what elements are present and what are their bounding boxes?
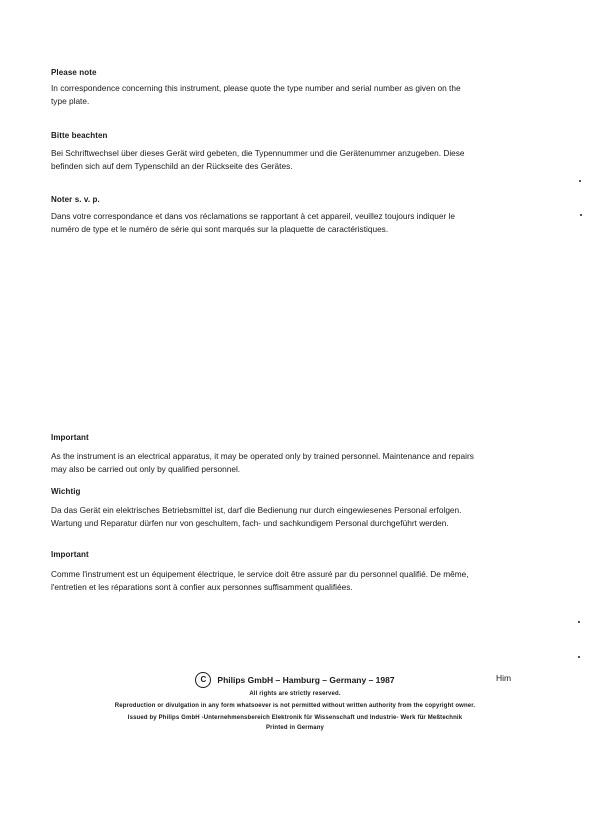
text-line: befinden sich auf dem Typenschild an der Rückseite des Gerätes. (51, 161, 293, 171)
issuer-notice: Issued by Philips GmbH -Unternehmensbereich Elektronik für Wissenschaft und Industrie- Werk für Meßtechnik (127, 715, 463, 721)
text-line: may also be carried out only by qualified personnel. (51, 464, 241, 474)
reproduction-notice: Reproduction or divulgation in any form whatsoever is not permitted without written authority from the copyright owner. (114, 703, 476, 709)
text-line: Wartung und Reparatur dürfen nur von geschultem, fach- und sachkundigem Personal durchgeführt werden. (51, 518, 449, 528)
paragraph-noter (51, 210, 521, 236)
scan-speck (580, 214, 582, 216)
heading-noter: Noter s. v. p. (51, 195, 100, 204)
paragraph-bitte-beachten (51, 147, 521, 173)
heading-wichtig: Wichtig (51, 487, 81, 496)
text-line: Da das Gerät ein elektrisches Betriebsmittel ist, darf die Bedienung nur durch eingewiesenes Personal erfolgen. (51, 505, 462, 515)
text-line: Comme l'instrument est un équipement électrique, le service doit être assuré par du personnel qualifié. De même, (51, 569, 469, 579)
text-line: Bei Schriftwechsel über dieses Gerät wird gebeten, die Typennummer und die Gerätenummer anzugeben. Diese (51, 148, 465, 158)
heading-important-fr: Important (51, 550, 89, 559)
rights-notice: All rights are strictly reserved. (249, 691, 341, 697)
text-line: In correspondence concerning this instrument, please quote the type number and serial number as given on the (51, 83, 461, 93)
paragraph-important-fr (51, 568, 521, 594)
text-line: As the instrument is an electrical apparatus, it may be operated only by trained personnel. Maintenance and repairs (51, 451, 474, 461)
paragraph-please-note (51, 82, 521, 108)
text-line: type plate. (51, 96, 90, 106)
scan-speck (578, 621, 580, 623)
text-line: numéro de type et le numéro de série qui sont marqués sur la plaquette de caractéristiques. (51, 224, 389, 234)
scan-speck (578, 656, 580, 658)
text-line: l'entretien et les réparations sont à confier aux personnes suffisamment qualifiées. (51, 582, 353, 592)
heading-bitte-beachten: Bitte beachten (51, 131, 108, 140)
copyright-text: Philips GmbH – Hamburg – Germany – 1987 (217, 675, 395, 685)
text-line: Dans votre correspondance et dans vos réclamations se rapportant à cet appareil, veuillez toujours indiquer le (51, 211, 456, 221)
scan-speck (579, 180, 581, 182)
initials: Him (496, 673, 512, 683)
printed-notice: Printed in Germany (265, 725, 325, 731)
heading-please-note: Please note (51, 68, 97, 77)
paragraph-important-en (51, 450, 521, 476)
copyright-icon: C (195, 672, 211, 688)
paragraph-wichtig (51, 504, 521, 530)
heading-important-en: Important (51, 433, 89, 442)
